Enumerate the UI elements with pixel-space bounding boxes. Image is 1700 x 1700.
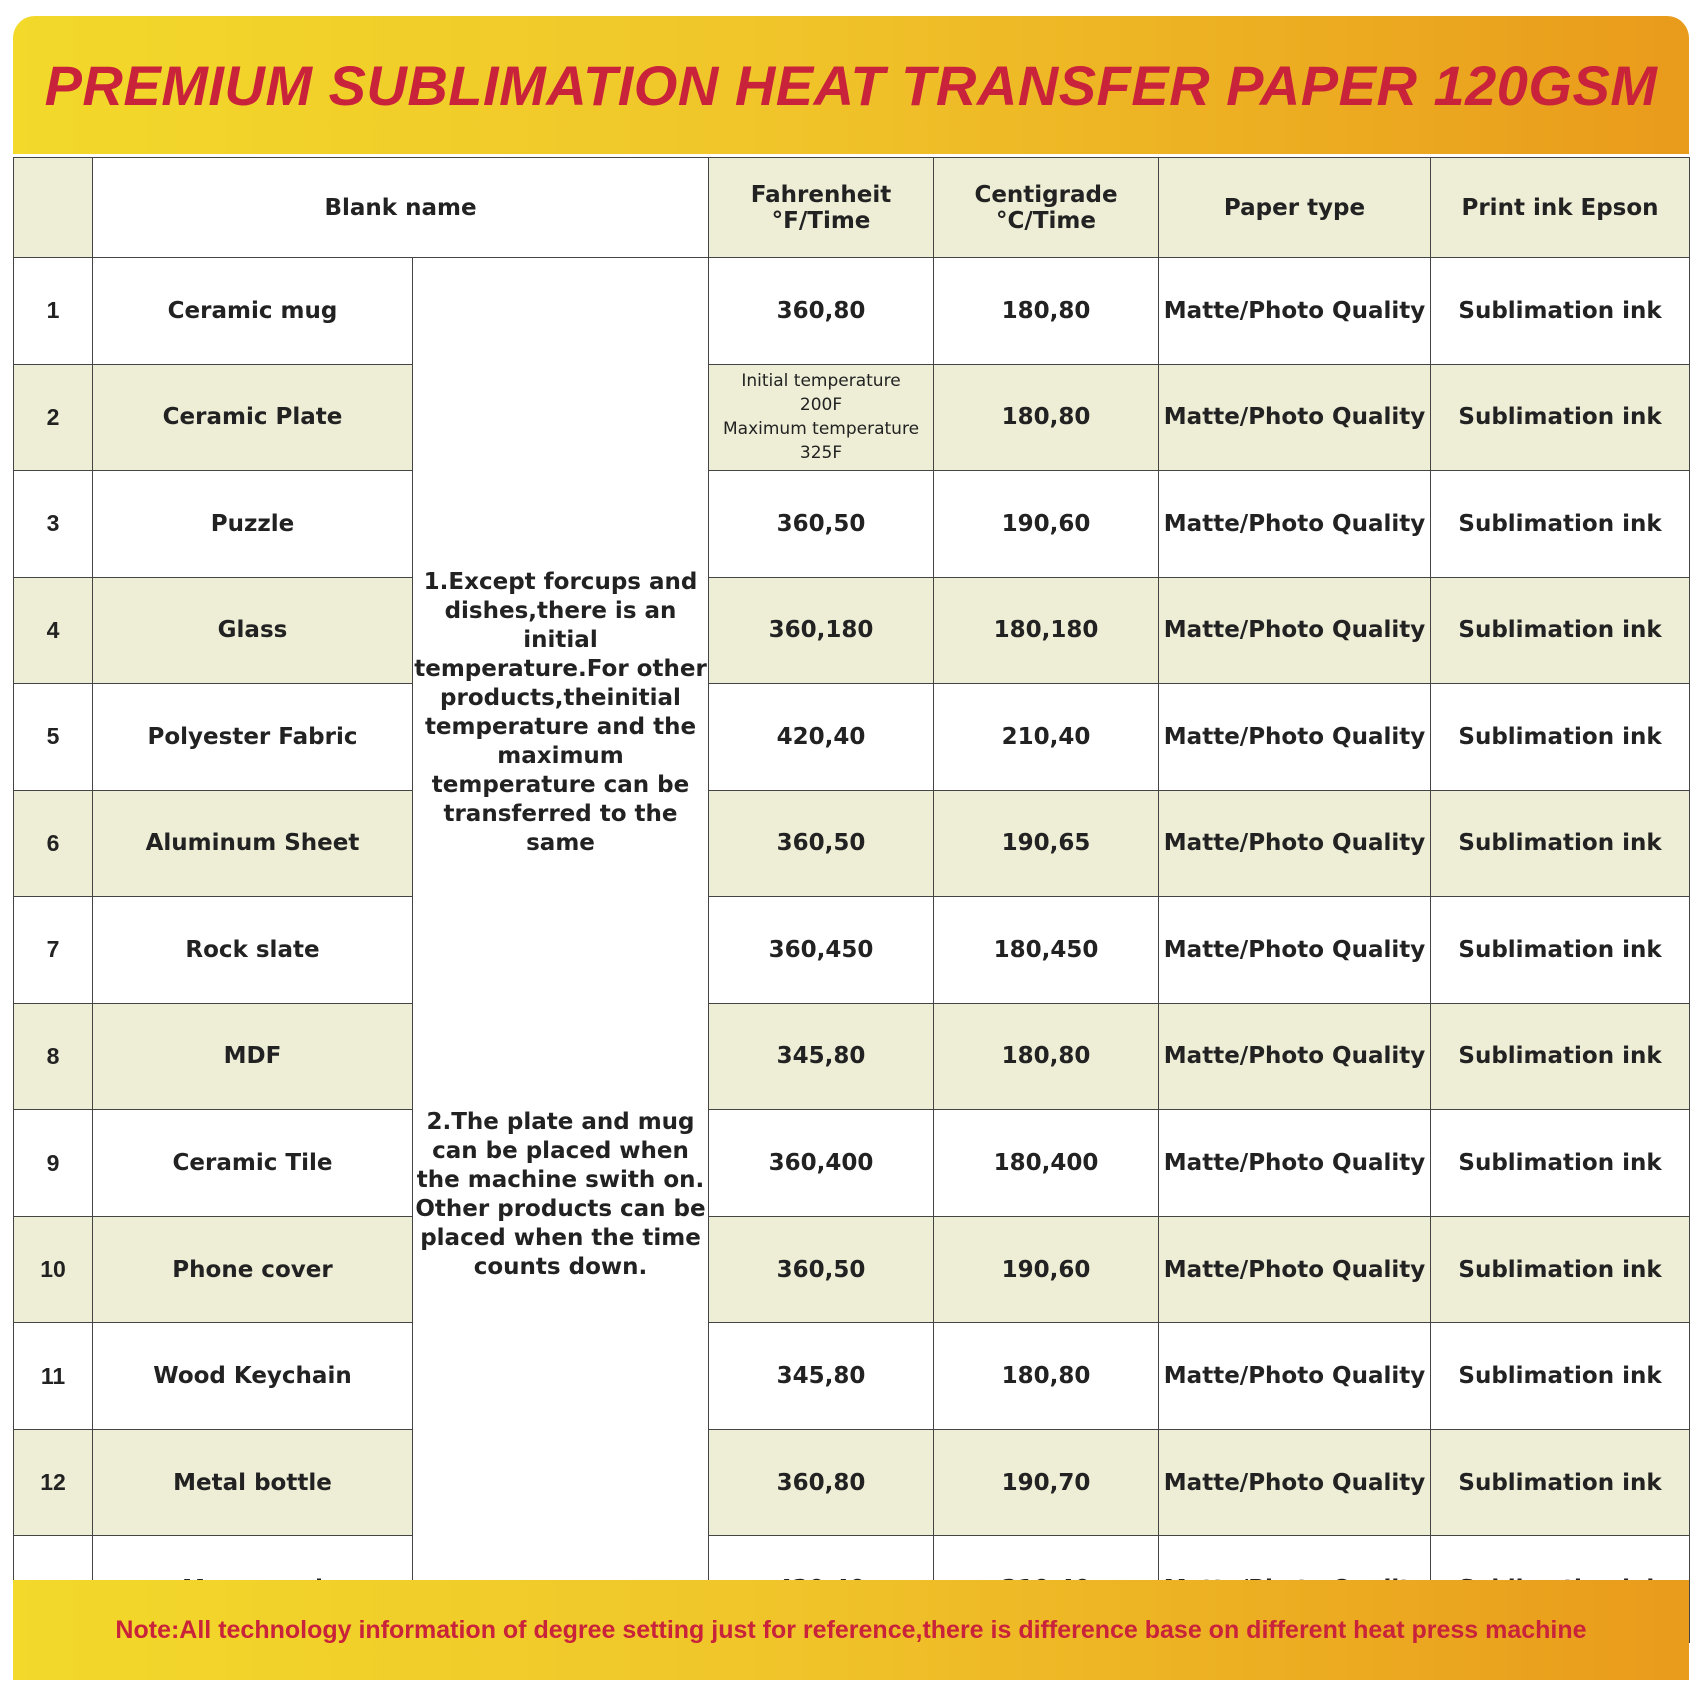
header-centigrade: Centigrade °C/Time	[934, 158, 1159, 258]
row-number: 5	[14, 684, 93, 791]
table-row	[14, 790, 1690, 897]
page-title: PREMIUM SUBLIMATION HEAT TRANSFER PAPER 120GSM	[44, 53, 1658, 117]
centigrade-cell: 190,60	[934, 1216, 1159, 1323]
print-ink-cell: Sublimation ink	[1431, 790, 1690, 897]
paper-type-cell: Matte/Photo Quality	[1159, 471, 1431, 578]
fahrenheit-line: 200F	[799, 395, 843, 416]
paper-type-cell: Matte/Photo Quality	[1159, 1323, 1431, 1430]
header-row	[14, 158, 1690, 258]
table-row	[14, 1216, 1690, 1323]
centigrade-cell: 180,180	[934, 577, 1159, 684]
header-number	[14, 158, 93, 258]
header-blank-name: Blank name	[93, 158, 709, 258]
centigrade-cell: 180,80	[934, 1323, 1159, 1430]
blank-name-cell: Wood Keychain	[93, 1323, 413, 1430]
blank-name-cell: Ceramic Plate	[93, 364, 413, 471]
print-ink-cell: Sublimation ink	[1431, 577, 1690, 684]
paper-type-cell: Matte/Photo Quality	[1159, 684, 1431, 791]
print-ink-cell: Sublimation ink	[1431, 1003, 1690, 1110]
table-row	[14, 1429, 1690, 1536]
header-paper-type: Paper type	[1159, 158, 1431, 258]
paper-type-cell: Matte/Photo Quality	[1159, 897, 1431, 1004]
print-ink-cell: Sublimation ink	[1431, 684, 1690, 791]
fahrenheit-cell: 345,80	[709, 1003, 934, 1110]
fahrenheit-line: Initial temperature	[741, 371, 901, 392]
centigrade-cell: 180,80	[934, 258, 1159, 365]
paper-type-cell: Matte/Photo Quality	[1159, 1216, 1431, 1323]
fahrenheit-cell: 360,450	[709, 897, 934, 1004]
centigrade-cell: 180,400	[934, 1110, 1159, 1217]
row-number: 11	[14, 1323, 93, 1430]
centigrade-cell: 190,70	[934, 1429, 1159, 1536]
centigrade-cell: 180,450	[934, 897, 1159, 1004]
footer-banner	[13, 1580, 1689, 1680]
row-number: 1	[14, 258, 93, 365]
row-number: 10	[14, 1216, 93, 1323]
centigrade-cell: 190,60	[934, 471, 1159, 578]
centigrade-cell: 180,80	[934, 1003, 1159, 1110]
fahrenheit-line: 325F	[799, 443, 843, 464]
paper-type-cell: Matte/Photo Quality	[1159, 1429, 1431, 1536]
row-number: 3	[14, 471, 93, 578]
row-number: 4	[14, 577, 93, 684]
fahrenheit-cell: 360,80	[709, 1429, 934, 1536]
notes-cell	[413, 258, 709, 1643]
paper-type-cell: Matte/Photo Quality	[1159, 577, 1431, 684]
fahrenheit-cell: 420,40	[709, 684, 934, 791]
paper-type-cell: Matte/Photo Quality	[1159, 1003, 1431, 1110]
fahrenheit-cell: 360,80	[709, 258, 934, 365]
print-ink-cell: Sublimation ink	[1431, 364, 1690, 471]
fahrenheit-cell	[709, 364, 934, 471]
blank-name-cell: Metal bottle	[93, 1429, 413, 1536]
fahrenheit-cell: 360,50	[709, 471, 934, 578]
fahrenheit-cell: 360,50	[709, 1216, 934, 1323]
note-2: 2.The plate and mug can be placed when the machine swith on. Other products can be placed when the time counts down.	[415, 1109, 706, 1280]
paper-type-cell: Matte/Photo Quality	[1159, 364, 1431, 471]
print-ink-cell: Sublimation ink	[1431, 258, 1690, 365]
print-ink-cell: Sublimation ink	[1431, 897, 1690, 1004]
table-row	[14, 1323, 1690, 1430]
table-row	[14, 258, 1690, 365]
fahrenheit-line: Maximum temperature	[723, 419, 920, 440]
note-1: 1.Except forcups and dishes,there is an initial temperature.For other products,theinitial temperature and the maximum temperature can be transferred to the same	[414, 569, 707, 856]
paper-type-cell: Matte/Photo Quality	[1159, 790, 1431, 897]
paper-type-cell: Matte/Photo Quality	[1159, 1110, 1431, 1217]
table-row	[14, 471, 1690, 578]
footer-note: Note:All technology information of degree setting just for reference,there is difference base on different heat press machine	[115, 1615, 1587, 1644]
row-number: 7	[14, 897, 93, 1004]
fahrenheit-cell: 345,80	[709, 1323, 934, 1430]
blank-name-cell: Puzzle	[93, 471, 413, 578]
blank-name-cell: MDF	[93, 1003, 413, 1110]
table-row	[14, 364, 1690, 471]
blank-name-cell: Glass	[93, 577, 413, 684]
fahrenheit-cell: 360,400	[709, 1110, 934, 1217]
fahrenheit-cell: 360,180	[709, 577, 934, 684]
blank-name-cell: Aluminum Sheet	[93, 790, 413, 897]
table-row	[14, 1110, 1690, 1217]
blank-name-cell: Ceramic Tile	[93, 1110, 413, 1217]
blank-name-cell: Polyester Fabric	[93, 684, 413, 791]
blank-name-cell: Rock slate	[93, 897, 413, 1004]
print-ink-cell: Sublimation ink	[1431, 1216, 1690, 1323]
table-row	[14, 684, 1690, 791]
centigrade-cell: 180,80	[934, 364, 1159, 471]
print-ink-cell: Sublimation ink	[1431, 1429, 1690, 1536]
row-number: 9	[14, 1110, 93, 1217]
table-row	[14, 1003, 1690, 1110]
row-number: 2	[14, 364, 93, 471]
print-ink-cell: Sublimation ink	[1431, 1110, 1690, 1217]
print-ink-cell: Sublimation ink	[1431, 1323, 1690, 1430]
blank-name-cell: Ceramic mug	[93, 258, 413, 365]
paper-type-cell: Matte/Photo Quality	[1159, 258, 1431, 365]
blank-name-cell: Phone cover	[93, 1216, 413, 1323]
fahrenheit-cell: 360,50	[709, 790, 934, 897]
row-number: 8	[14, 1003, 93, 1110]
centigrade-cell: 210,40	[934, 684, 1159, 791]
print-ink-cell: Sublimation ink	[1431, 471, 1690, 578]
header-print-ink: Print ink Epson	[1431, 158, 1690, 258]
settings-table	[13, 157, 1690, 1643]
row-number: 6	[14, 790, 93, 897]
title-banner	[13, 16, 1689, 154]
table-row	[14, 577, 1690, 684]
table-row	[14, 897, 1690, 1004]
row-number: 12	[14, 1429, 93, 1536]
centigrade-cell: 190,65	[934, 790, 1159, 897]
header-fahrenheit: Fahrenheit °F/Time	[709, 158, 934, 258]
